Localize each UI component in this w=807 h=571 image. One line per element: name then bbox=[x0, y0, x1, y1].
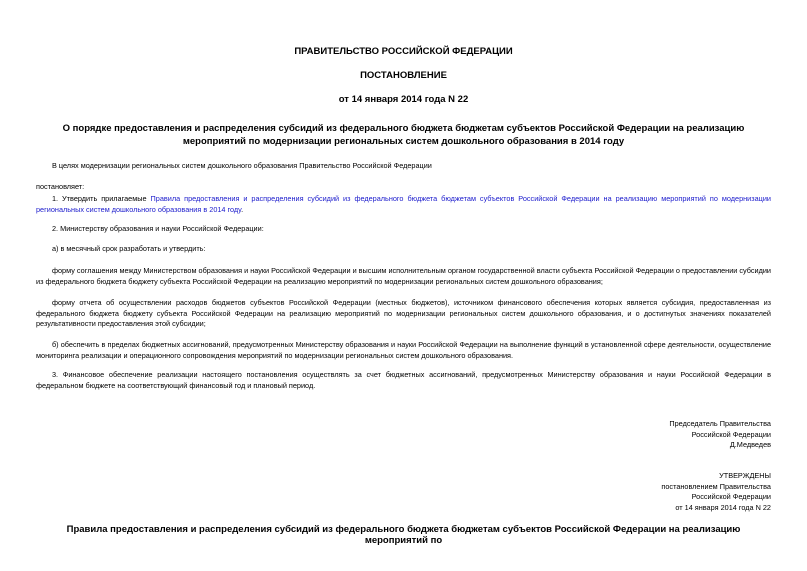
approval-block bbox=[661, 471, 771, 513]
item3-paragraph: 3. Финансовое обеспечение реализации настоящего постановления осуществлять за счет бюджетных ассигнований, предусмотренных Министерству образования и науки Российской Федерации в федеральном бюджете на соответствующий финансовый год и плановый период. bbox=[36, 370, 771, 390]
approval-line-2: постановлением Правительства bbox=[661, 481, 771, 491]
rules-title: Правила предоставления и распределения субсидий из федерального бюджета бюджетам субъектов Российской Федерации на реализацию мероприятий по bbox=[66, 524, 741, 546]
item2a-form2-paragraph: форму отчета об осуществлении расходов бюджетов субъектов Российской Федерации (местных бюджетов), источником финансового обеспечения которых является субсидия, предоставленная из федерального бюджета бюджету субъекта Российской Федерации на реализацию мероприятий по модернизации региональных систем дошкольного образования, и о достигнутых значениях показателей результативности предоставления этой субсидии; bbox=[36, 298, 771, 328]
item2a-form1-paragraph: форму соглашения между Министерством образования и науки Российской Федерации и высшим исполнительным органом государственной власти субъекта Российской Федерации о предоставлении субсидии из федерального бюджета бюджету субъекта Российской Федерации на реализацию мероприятий по модернизации региональных систем дошкольного образования; bbox=[36, 266, 771, 286]
doc-type-heading: ПОСТАНОВЛЕНИЕ bbox=[360, 70, 447, 81]
approval-line-1: УТВЕРЖДЕНЫ bbox=[719, 471, 771, 480]
item1-suffix: . bbox=[241, 204, 244, 214]
rules-link[interactable]: Правила предоставления и распределения субсидий из федерального бюджета бюджетам субъектов Российской Федерации на реализацию мероприятий по модернизации региональных систем дошкольного образования в 2014 году bbox=[36, 194, 771, 214]
document-title: О порядке предоставления и распределения субсидий из федерального бюджета бюджетам субъектов Российской Федерации на реализацию мероприятий по модернизации региональных систем дошкольного образования в 2014 году bbox=[62, 123, 745, 147]
signature-line-1: Председатель Правительства bbox=[669, 419, 771, 428]
signature-block bbox=[669, 419, 771, 451]
intro-paragraph: В целях модернизации региональных систем дошкольного образования Правительство Российской Федерации bbox=[52, 161, 432, 170]
document-page bbox=[36, 0, 771, 571]
item2a-paragraph: а) в месячный срок разработать и утвердить: bbox=[52, 244, 206, 253]
item2b-paragraph: б) обеспечить в пределах бюджетных ассигнований, предусмотренных Министерству образования и науки Российской Федерации на выполнение функций в установленной сфере деятельности, осуществление мониторинга реализации и операционного сопровождения мероприятий по модернизации региональных систем дошкольного образования. bbox=[36, 340, 771, 360]
item1-prefix: 1. Утвердить прилагаемые bbox=[52, 194, 151, 203]
doc-date-heading: от 14 января 2014 года N 22 bbox=[338, 94, 469, 105]
government-heading: ПРАВИТЕЛЬСТВО РОССИЙСКОЙ ФЕДЕРАЦИИ bbox=[294, 46, 513, 57]
approval-line-3: Российской Федерации bbox=[691, 492, 771, 501]
item1-paragraph bbox=[36, 194, 771, 215]
resolves-paragraph: постановляет: bbox=[36, 182, 85, 191]
approval-line-4: от 14 января 2014 года N 22 bbox=[675, 502, 771, 512]
item2-paragraph: 2. Министерству образования и науки Российской Федерации: bbox=[52, 224, 264, 233]
signature-line-3: Д.Медведев bbox=[729, 440, 771, 449]
signature-line-2: Российской Федерации bbox=[691, 429, 771, 439]
